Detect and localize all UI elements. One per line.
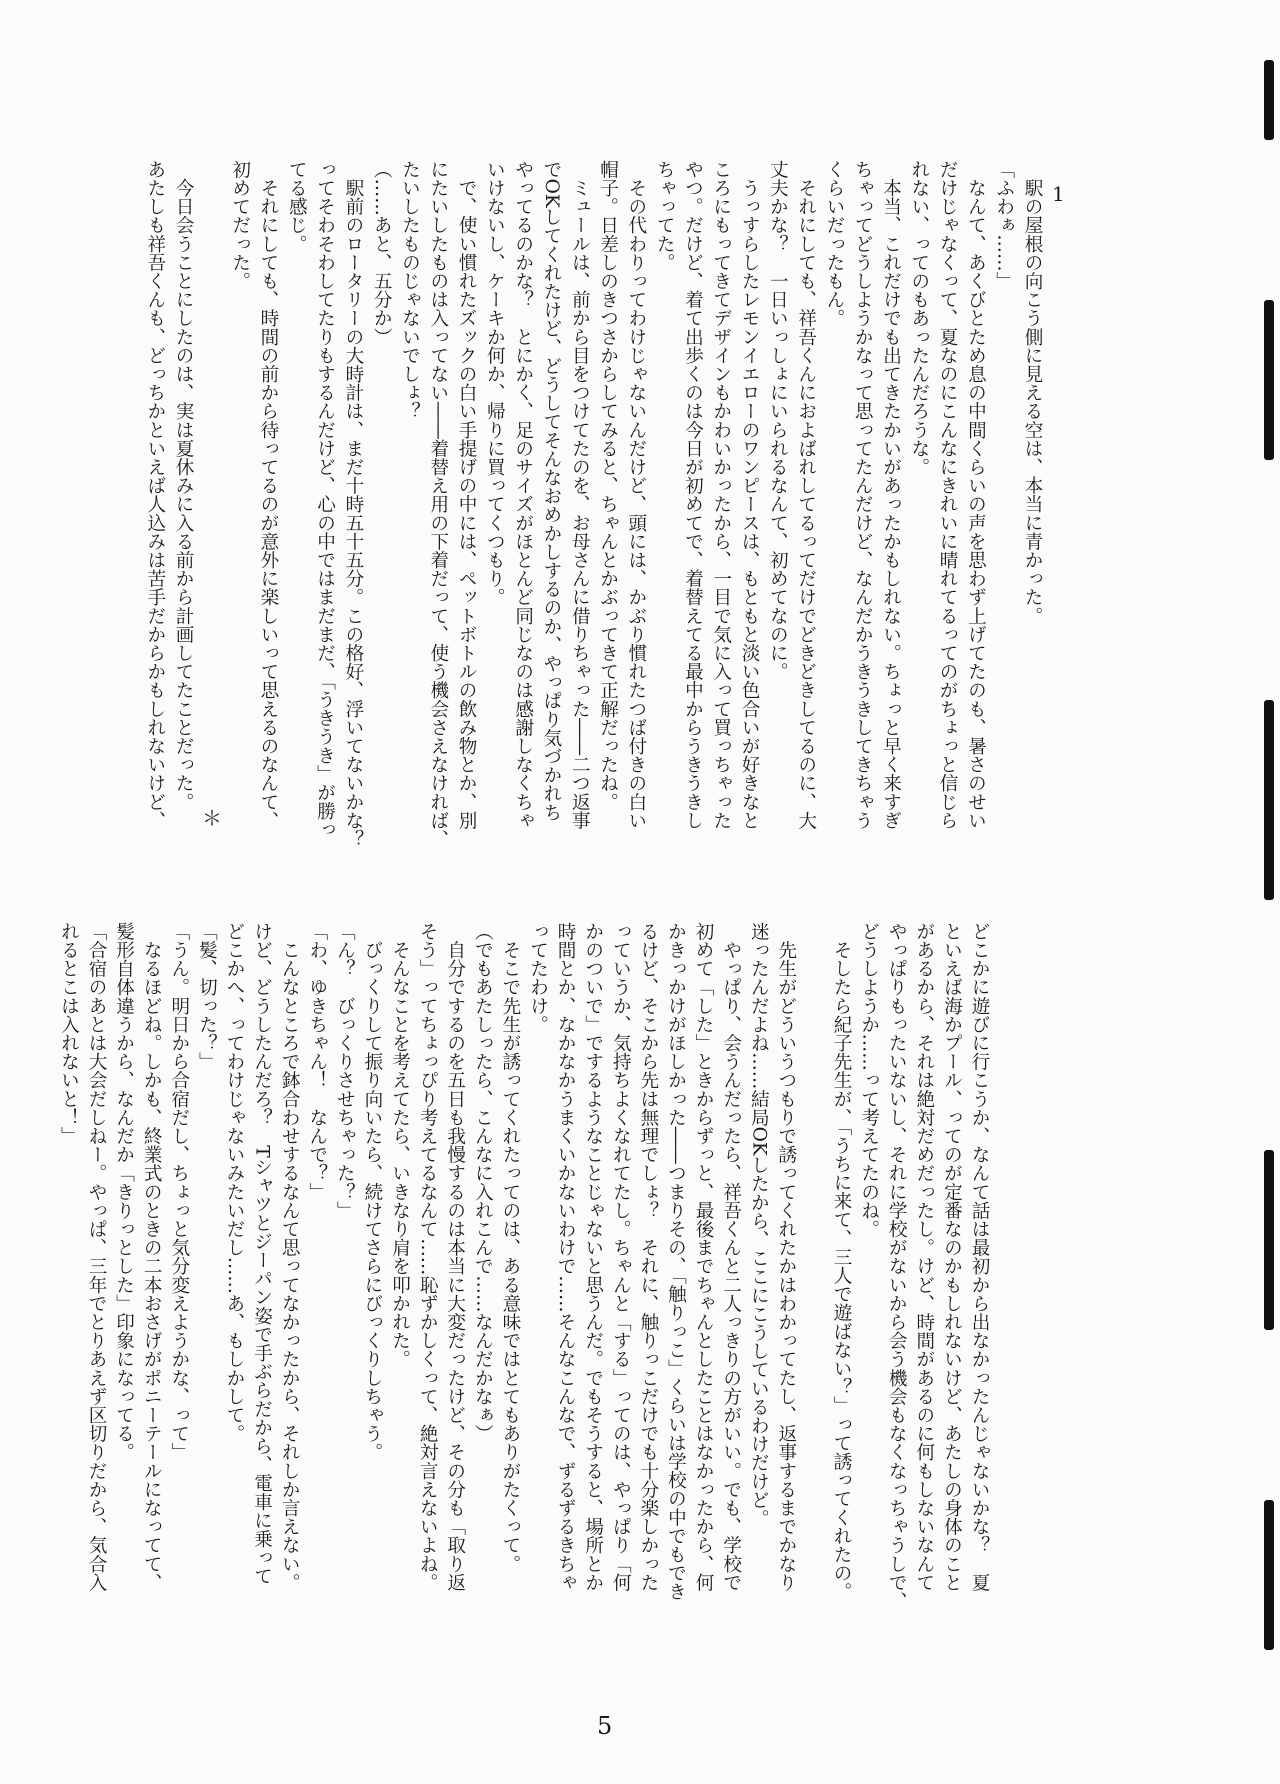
text-line: でOKしてくれたけど、どうしてそんなおめかしするのか、やっぱり気づかれち [540, 160, 562, 822]
text-line: ころにもってきてデザインもかわいかったから、一目で気に入って買っちゃった [710, 160, 732, 830]
text-line: ミュールは、前から目をつけてたのを、お母さんに借りちゃった――二つ返事 [569, 160, 591, 830]
text-line [800, 922, 828, 1642]
text-line: といえば海かプール、ってのが定番なのかもしれないけど、あたしの身体のこと [941, 922, 963, 1592]
text-line: 初めてだった。 [229, 160, 251, 291]
text-line: どうしようか……って考えてたのね。 [858, 922, 880, 1239]
text-line: 時間とか、なかなかうまくいかないわけで……そんなこんなで、ずるずるきちゃ [555, 922, 577, 1592]
text-line: そう」ってちょっぴり考えてるなんて……恥ずかしくって、絶対言えないよね。 [417, 922, 439, 1592]
text-line: れない、ってのもあったんだろうな。 [908, 160, 930, 477]
text-line: そしたら紀子先生が、「うちに来て、三人で遊ばない？」って誘ってくれたの。 [831, 922, 853, 1601]
text-line: があるから、それは絶対だめだったし。けど、時間があるのに何もしないなんて [913, 922, 935, 1592]
text-line: かきっかけがほしかった――つまりその、「触りっこ」くらいは学校の中でもでき [665, 922, 687, 1601]
text-line: なんて、あくびとため息の中間くらいの声を思わず上げてたのも、暑さのせい [965, 160, 987, 830]
text-line: ちゃってた。 [654, 160, 676, 272]
text-line: っていうか、気持ちよくなれてたし。ちゃんと「する」ってのは、やっぱり「何 [610, 922, 632, 1592]
text-line: 今日会うことにしたのは、実は夏休みに入る前から計画してたことだった。 [173, 160, 195, 811]
text-line: くらいだったもん。 [823, 160, 845, 328]
bottom-text-block [55, 922, 993, 1642]
text-line: いけないし、ケーキか何か、帰りに買ってくつもり。 [484, 160, 506, 607]
text-line [197, 160, 225, 850]
text-line: そんなことを考えてたら、いきなり肩を叩かれた。 [389, 922, 411, 1369]
text-line: なるほどね。しかも、終業式のときの二本おさげがポニーテールになってて、 [141, 922, 163, 1592]
binding-edge-mark [1264, 1150, 1274, 1330]
binding-edge-mark [1264, 60, 1274, 140]
text-line: （……あと、五分か） [371, 160, 393, 346]
binding-edge-mark [1264, 1500, 1274, 1650]
text-line: そこで先生が誘ってくれたってのは、ある意味ではとてもありがたくって。 [499, 922, 521, 1573]
text-line: どこかに遊びに行こうか、なんて話は最初から出なかったんじゃないかな？ 夏 [969, 922, 990, 1592]
text-line: 丈夫かな？ 一日いっしょにいられるなんて、初めてなのに。 [767, 160, 789, 681]
text-line: 「うん。明日から合宿だし、ちょっと気分変えようかな、って」 [168, 922, 190, 1462]
text-line: やっぱりもったいないし、それに学校がないから会う機会もなくなっちゃうしで、 [886, 922, 908, 1611]
text-line: かのついで」でするようなことじゃないと思うんだ。でもそうすると、場所とか [582, 922, 604, 1592]
text-line: やつ。だけど、着て出歩くのは今日が初めてで、着替えてる最中からうきうきし [682, 160, 704, 830]
text-line: ってそわそわしてたりもするんだけど、心の中ではまだまだ、「うきうき」が勝っ [314, 160, 336, 839]
text-line: 帽子。日差しのきつさからしてみると、ちゃんとかぶってきて正解だったね。 [597, 160, 619, 811]
binding-edge-mark [1264, 700, 1274, 900]
top-text-block [141, 160, 1047, 850]
text-line: 「合宿のあとは大会だしねー。やっぱ、三年でとりあえず区切りだから、気合入 [86, 922, 107, 1592]
text-line: どこかへ、ってわけじゃないみたいだし……あ、もしかして。 [223, 922, 245, 1443]
text-line: たいしたものじゃないでしょ？ [399, 160, 421, 421]
text-line: うっすらしたレモンイエローのワンピースは、もともと淡い色合いが好きなと [739, 160, 761, 830]
text-line: 「わ、ゆきちゃん！ なんで？」 [306, 922, 328, 1201]
text-line: 駅前のロータリーの大時計は、まだ十時五十五分。この格好、浮いてないかな？ [342, 160, 364, 849]
text-line: 「ん？ びっくりさせちゃった？」 [334, 922, 356, 1220]
text-line: 初めて「した」ときからずっと、最後までちゃんとしたことはなかったから、何 [693, 922, 715, 1592]
text-line: 本当、これだけでも出てきたかいがあったかもしれない。ちょっと早く来すぎ [880, 160, 902, 830]
text-line: 自分でするのを五日も我慢するのは本当に大変だったけど、その分も「取り返 [444, 922, 466, 1592]
chapter-number: 1 [1052, 182, 1065, 206]
text-line: 「髪、切った？」 [196, 922, 218, 1071]
text-line: それにしても、時間の前から待ってるのが意外に楽しいって思えるのなんて、 [257, 160, 279, 830]
text-line: あたしも祥吾くんも、どっちかといえば人込みは苦手だからかもしれないけど、 [144, 160, 166, 830]
text-line: 駅の屋根の向こう側に見える空は、本当に青かった。 [1022, 160, 1043, 625]
text-line: （でもあたしったら、こんなに入れこんで……なんだかなぁ） [472, 922, 494, 1443]
text-line: やってるのかな？ とにかく、足のサイズがほとんど同じなのは感謝しなくちゃ [512, 160, 534, 830]
text-line: にたいしたものは入ってない――着替え用の下着だって、使う機会さえなければ、 [427, 160, 449, 849]
text-line: ってたわけ。 [527, 922, 549, 1034]
text-line: やっぱり、会うんだったら、祥吾くんと二人っきりの方がいい。でも、学校で [720, 922, 742, 1592]
text-line: こんなところで鉢合わせするなんて思ってなかったから、それしか言えない。 [279, 922, 301, 1592]
text-line: 髪形自体違うから、なんだか「きりっとした」印象になってる。 [113, 922, 135, 1462]
text-line: 迷ったんだよね……結局OKしたから、ここにこうしているわけだけど。 [748, 922, 770, 1528]
text-line: 先生がどういうつもりで誘ってくれたかはわかってたし、返事するまでかなり [775, 922, 797, 1592]
section-break-asterisk: ＊ [202, 806, 222, 830]
page-number: 5 [597, 1712, 613, 1740]
text-line: るけど、そこから先は無理でしょ？ それに、触りっこだけでも十分楽しかった [637, 922, 659, 1592]
text-line: てる感じ。 [286, 160, 308, 253]
text-line: びっくりして振り向いたら、続けてさらにびっくりしちゃう。 [361, 922, 383, 1462]
binding-edge-mark [1264, 300, 1274, 460]
text-line: ちゃってどうしようかなって思ってたんだけど、なんだかうきうきしてきちゃう [852, 160, 874, 830]
text-line: だけじゃなくって、夏なのにこんなにきれいに晴れてるってのがちょっと信じら [937, 160, 959, 830]
text-line: それにしても、祥吾くんにおよばれしてるってだけでどきどきしてるのに、大 [795, 160, 817, 830]
text-line: で、使い慣れたズックの白い手提げの中には、ペットボトルの飲み物とか、別 [456, 160, 478, 830]
text-line: れるとこは入れないと！」 [58, 922, 80, 1146]
text-line: その代わりってわけじゃないんだけど、頭には、かぶり慣れたつば付きの白い [625, 160, 647, 830]
text-line: 「ふわぁ……」 [993, 160, 1015, 291]
text-line: けど、どうしたんだろ？ Tシャツとジーパン姿で手ぶらだから、電車に乗って [251, 922, 273, 1586]
